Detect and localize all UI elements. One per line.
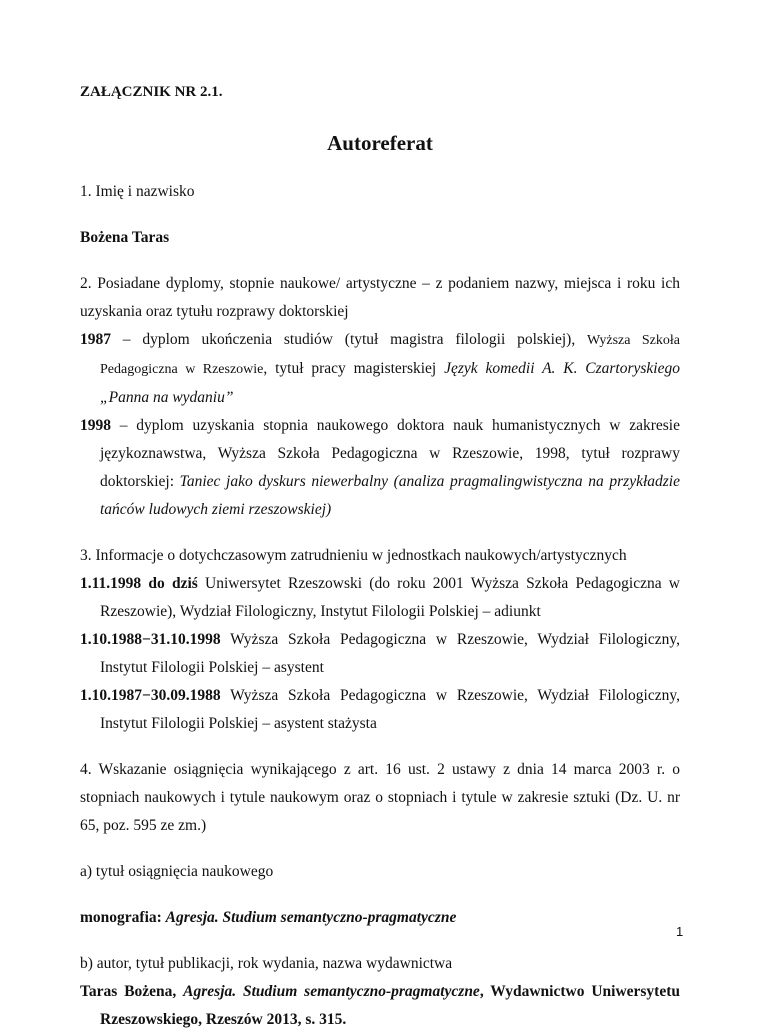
publication-author: Taras Bożena,: [80, 983, 184, 1000]
employment-entry: [80, 570, 680, 626]
achievement-title-text: Agresja. Studium semantyczno-pragmatyczne: [165, 909, 457, 926]
diploma-year: 1987: [80, 331, 111, 348]
page-number: 1: [676, 924, 684, 939]
section3-heading: 3. Informacje o dotychczasowym zatrudnieniu w jednostkach naukowych/artystycznych: [80, 547, 627, 564]
doctorate-text: – dyplom uzyskania stopnia naukowego doktora nauk humanistycznych w zakresie językoznawstwa, Wyższa Szkoła Pedagogiczna w Rzeszowie, 1998, tytuł rozprawy doktorskiej:: [100, 417, 680, 490]
document-page: [80, 82, 680, 1034]
attachment-label: ZAŁĄCZNIK NR 2.1.: [80, 84, 223, 100]
diploma-entry: [80, 326, 680, 412]
diploma-text: – dyplom ukończenia studiów (tytuł magistra filologii polskiej),: [111, 331, 587, 348]
diploma-thesis: Język komedii A. K. Czartoryskiego „Panna na wydaniu”: [100, 360, 680, 406]
achievement-title: [80, 904, 680, 932]
doctorate-year: 1998: [80, 417, 111, 434]
doctorate-thesis: Taniec jako dyskurs niewerbalny (analiza pragmalingwistyczna na przykładzie tańców ludowych ziemi rzeszowskiej): [100, 473, 680, 518]
employment-text: Wyższa Szkoła Pedagogiczna w Rzeszowie, Wydział Filologiczny, Instytut Filologii Polskiej – asystent: [100, 631, 680, 676]
publication-title: Agresja. Studium semantyczno-pragmatyczne: [183, 983, 480, 1000]
section4-heading: 4. Wskazanie osiągnięcia wynikającego z art. 16 ust. 2 ustawy z dnia 14 marca 2003 r. o stopniach naukowych i tytule naukowym oraz o stopniach i tytule w zakresie sztuki (Dz. U. nr 65, poz. 595 ze zm.): [80, 761, 680, 834]
page-title: Autoreferat: [327, 131, 433, 155]
employment-entry: [80, 682, 680, 738]
publication-details: , Wydawnictwo Uniwersytetu Rzeszowskiego, Rzeszów 2013, s. 315.: [100, 983, 680, 1028]
section4b-heading: b) autor, tytuł publikacji, rok wydania, nazwa wydawnictwa: [80, 955, 453, 972]
doctorate-entry: [80, 412, 680, 524]
diploma-text-2: , tytuł pracy magisterskiej: [263, 360, 445, 377]
section2-heading: 2. Posiadane dyplomy, stopnie naukowe/ artystyczne – z podaniem nazwy, miejsca i roku ich uzyskania oraz tytułu rozprawy doktorskiej: [80, 275, 680, 320]
employment-period: 1.10.1987−30.09.1988: [80, 687, 221, 704]
author-name: Bożena Taras: [80, 229, 170, 246]
employment-entry: [80, 626, 680, 682]
employment-text: Wyższa Szkoła Pedagogiczna w Rzeszowie, Wydział Filologiczny, Instytut Filologii Polskiej – asystent stażysta: [100, 687, 680, 732]
achievement-label: monografia:: [80, 909, 166, 926]
diploma-institution: Wyższa Szkoła Pedagogiczna w Rzeszowie: [100, 333, 680, 377]
employment-text: Uniwersytet Rzeszowski (do roku 2001 Wyższa Szkoła Pedagogiczna w Rzeszowie), Wydział Filologiczny, Instytut Filologii Polskiej – adiunkt: [100, 575, 681, 620]
publication-entry: [80, 978, 680, 1034]
section4a-heading: a) tytuł osiągnięcia naukowego: [80, 863, 274, 880]
employment-period: 1.11.1998 do dziś: [80, 575, 198, 592]
employment-period: 1.10.1988−31.10.1998: [80, 631, 221, 648]
section1-heading: 1. Imię i nazwisko: [80, 183, 195, 200]
